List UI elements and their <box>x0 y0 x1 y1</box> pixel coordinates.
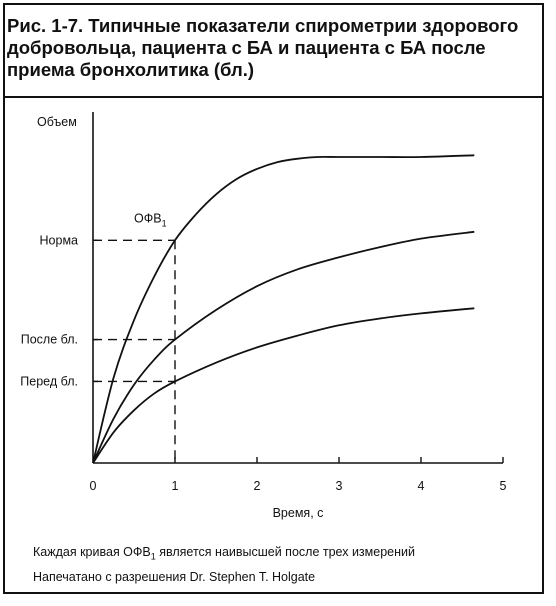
fev1-annotation: $ОФВ_1$ <box>134 211 167 229</box>
y-level-label-0: Норма <box>39 233 78 248</box>
x-tick-label-3: 3 <box>335 479 343 493</box>
x-axis-label: Время, с <box>272 506 324 520</box>
curve-series-2 <box>93 308 474 463</box>
x-tick-label-5: 5 <box>499 479 507 493</box>
footnote-permission: Напечатано с разрешения Dr. Stephen T. Holgate <box>33 570 316 584</box>
footnote-fev1-rest: является наивысшей после трех измерений <box>155 545 415 559</box>
footnote-fev1 <box>33 545 415 562</box>
x-tick-label-0: 0 <box>89 479 97 493</box>
curve-series-1 <box>93 232 474 463</box>
x-tick-label-2: 2 <box>253 479 261 493</box>
y-level-label-2: Перед бл. <box>20 374 78 389</box>
curve-series-0 <box>93 155 474 463</box>
fev1-annotation-sub: 1 <box>161 218 167 229</box>
footnote-fev1-sub: 1 <box>150 551 156 562</box>
x-tick-label-1: 1 <box>171 479 179 493</box>
y-axis-label: Объем <box>37 115 77 129</box>
footnote-fev1-text: Каждая кривая ОФВ <box>33 545 151 559</box>
y-level-label-1: После бл. <box>20 332 78 347</box>
figure-title: Рис. 1-7. Типичные показатели спирометрии здорового добровольца, пациента с БА и пациента с БА после приема бронхолитика (бл.) <box>7 15 519 80</box>
x-tick-label-4: 4 <box>417 479 425 493</box>
